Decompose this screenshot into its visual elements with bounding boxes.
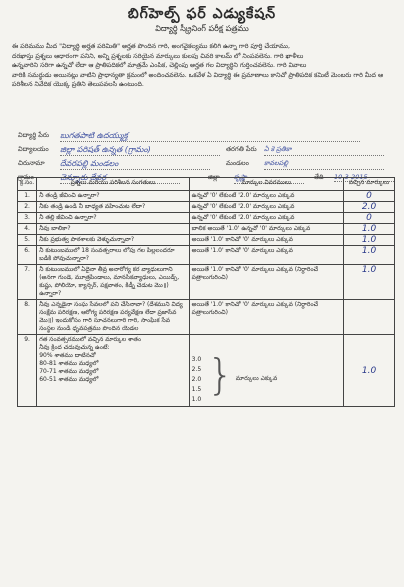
table-row <box>18 246 395 265</box>
screening-table <box>17 177 395 407</box>
row-score: 1.0 <box>344 265 395 300</box>
scale-value: 3.0 <box>191 356 202 363</box>
row-question: నీ తండ్రి జీవించి ఉన్నారా? <box>37 191 189 202</box>
row-marks-info: అయితే '1.0' కానిచో '0' మార్కులు ఎక్కువ (నిర్ధారించే పత్రాలుగురించి) <box>189 300 343 335</box>
intro-line: వారికి సమర్థుడు అయినట్లు వాటిని ప్రాధాన్యతా క్రమంలో అందించవలెను. ఒకవేళ ఏ విద్యార్థి ఈ ప్రమాణాలు కానిచో ప్రాతిపదిక కమిటీ మెంబరు గారి మీద ఆ <box>12 71 384 79</box>
school-value: జిల్లా పరిషత్ ఉన్నత (గ్రామం) <box>60 145 220 156</box>
row-marks-info: ఉన్నచో '0' లేకుంటే '2.0' మార్కులు ఎక్కువ <box>189 202 343 213</box>
intro-line: ఉన్నవారిని సరిగా ఉన్నచో లేదా ఆ ప్రాతిపదికలో మాత్రమే ఎంపిక, చెల్లింపు అర్హత గల విద్యార్థిని గుర్తించవలెను. గారి వివాలు <box>12 62 307 70</box>
row-score: 1.0 <box>344 335 395 407</box>
district-value: కృష్ణా <box>234 173 304 184</box>
row-score: 0 <box>344 213 395 224</box>
grade-line: నీవు క్రింద చదువుచున్న ఉంటే: <box>39 344 110 351</box>
student-name-label: విద్యార్థి పేరు <box>18 131 50 139</box>
table-row <box>18 235 395 246</box>
row-marks-info: మార్కులు ఎక్కువ <box>235 375 278 382</box>
row-question: నీకు తండ్రి ఉండి నీ బాధ్యత వహించుట లేదా? <box>37 202 189 213</box>
row-question: నీ తల్లి జీవించి ఉన్నారా? <box>37 213 189 224</box>
student-name-value: బుగతపాటి ఉదయ్ముక్త <box>60 131 360 142</box>
row-score: 1.0 <box>344 224 395 235</box>
row-number: 6. <box>18 246 37 265</box>
row-score <box>344 300 395 335</box>
scale-value: 2.0 <box>191 376 202 383</box>
row-score: 1.0 <box>344 246 395 265</box>
row-number: 1. <box>18 191 37 202</box>
row-score: 0 <box>344 191 395 202</box>
row-score: 2.0 <box>344 202 395 213</box>
grade-line: 90% శాతము దాటినచో <box>39 352 96 359</box>
table-row <box>18 202 395 213</box>
grade-line: 60-51 శాతము మధ్యలో <box>39 376 99 383</box>
school-label: విద్యాలయం <box>18 145 49 153</box>
row-marks-info: బాలిక అయితే '1.0' ఉన్నచో '0' మార్కులు ఎక్కువ <box>189 224 343 235</box>
date-value: 10-3-2015 <box>334 173 394 182</box>
address-label: చిరునామా <box>18 159 45 167</box>
row-marks-info: ఉన్నచో '0' లేకుంటే '2.0' మార్కులు ఎక్కువ <box>189 213 343 224</box>
row-question: నీవు బాలికా? <box>37 224 189 235</box>
table-row <box>18 300 395 335</box>
col-header-no: క్ర.సం. <box>18 178 37 191</box>
district-label: జిల్లా <box>208 173 220 181</box>
row-number: 2. <box>18 202 37 213</box>
mandal-label: మండలం <box>226 159 249 167</box>
row-number: 9. <box>18 335 37 407</box>
intro-line: ఈ పరిమము మీద "విద్యార్థి అర్హత పరిమితి" అర్హత పొందిన గారి, అంగవైకల్యము కలిగి ఉన్నా గారి పూర్తి చేయాము, <box>12 43 290 50</box>
row-marks-info: అయితే '1.0' కానిచో '0' మార్కులు ఎక్కువ <box>189 246 343 265</box>
row-question: గత సంవత్సరములో వచ్చిన మార్కుల శాతం <box>39 336 142 343</box>
row-marks-info: ఉన్నచో '0' లేకుంటే '2.0' మార్కులు ఎక్కువ <box>189 191 343 202</box>
intro-line: పరిశీలన నివేదిక యొక్క ప్రతిని తెలుపవలసి ఉంటుంది. <box>12 81 144 89</box>
col-header-question: ప్రశ్నలు మరియు పరిశీలన సంగతులు <box>37 178 189 191</box>
intro-line: దరఖాస్తు ప్రశ్నలు ఆధారంగా పనిని, అన్ని ప్రశ్నలకు సరియైన మార్కులు కులపు చివరి కాలమ్ లో నింపవలెను. గారి ఖాళీలు <box>12 52 304 60</box>
row-question: నీకు ప్రభుత్వ పాఠశాలకు వెళ్ళుచున్నావా? <box>37 235 189 246</box>
row-question: నీ కుటుంబములో ఏదైనా తీవ్ర అనారోగ్య కర వ్యాధులుగాని (అనగా గుండె, మూత్రపిండాలు, మానసికవ్యాధులు, ఎయిడ్స్, కుష్టు, పోలియో, క్యాన్సర్, పక్షవాతం, కిడ్నీ చెడుట మొ॥) ఉన్నారా? <box>37 265 189 300</box>
table-row <box>18 213 395 224</box>
table-header-row <box>18 178 395 191</box>
row-question: నీ కుటుంబములో 18 సంవత్సరాలు లోపు గల పిల్లలందరూ బడికి పోవుచున్నారా? <box>37 246 189 265</box>
mandal-value: కావలపల్లి <box>264 159 384 170</box>
row-number: 4. <box>18 224 37 235</box>
scale-values <box>192 355 202 405</box>
scale-value: 1.5 <box>191 386 202 393</box>
row-number: 8. <box>18 300 37 335</box>
row-marks-scale <box>189 335 343 407</box>
row-question-grades <box>37 335 189 407</box>
grade-line: 80-81 శాతము మధ్యలో <box>39 360 99 367</box>
page-subtitle: విద్యార్థి స్క్రీనింగ్ పరీక్ష పత్రము <box>155 24 249 33</box>
row-question: నీవు ఎన్నడైనా సంఘ సేవలలో పని చేసినావా? (దేశముని విద్య సంక్షేమ పరిరక్షణ, ఆరోగ్య పరిరక్షణ పర్యవేక్షణ లేదా ప్రజాసేవ మొ॥) ఇందుకోసం గారి సూచనలుగారి గారి, సాంఘిక సేవ సంస్థల నుండి ధృవపత్రము పొందిన యెడల <box>37 300 189 335</box>
row-number: 5. <box>18 235 37 246</box>
address-value: దేవరపల్లి మండలం <box>60 159 210 170</box>
grade-line: 70-71 శాతము మధ్యలో <box>39 368 99 375</box>
class-label: తరగతి పేరు <box>226 145 257 153</box>
row-score: 1.0 <box>344 235 395 246</box>
table-row <box>18 224 395 235</box>
date-label: తేది <box>314 173 324 181</box>
table-row <box>18 335 395 407</box>
row-marks-info: అయితే '1.0' కానిచో '0' మార్కులు ఎక్కువ <box>189 235 343 246</box>
scale-value: 2.5 <box>191 366 202 373</box>
row-number: 7. <box>18 265 37 300</box>
brace-symbol: } <box>207 350 234 399</box>
row-marks-info: అయితే '1.0' కానిచో '0' మార్కులు ఎక్కువ (నిర్ధారించే పత్రాలుగురించి) <box>189 265 343 300</box>
row-number: 3. <box>18 213 37 224</box>
intro-paragraph <box>12 42 394 90</box>
col-header-marks-info: మార్కుల వివరములు <box>189 178 343 191</box>
table-row <box>18 191 395 202</box>
village-label: గ్రామం <box>18 173 34 181</box>
village-value: చెన్నూరు దేవర <box>60 173 180 184</box>
class-value: ఏ కె ప్రతికా <box>264 145 384 156</box>
table-row <box>18 265 395 300</box>
page-title: బిగ్‌హెల్ప్ ఫర్ ఎడ్యుకేషన్ <box>127 6 277 22</box>
col-header-score: వచ్చిన మార్కులు <box>344 178 395 191</box>
scale-value: 1.0 <box>191 396 202 403</box>
